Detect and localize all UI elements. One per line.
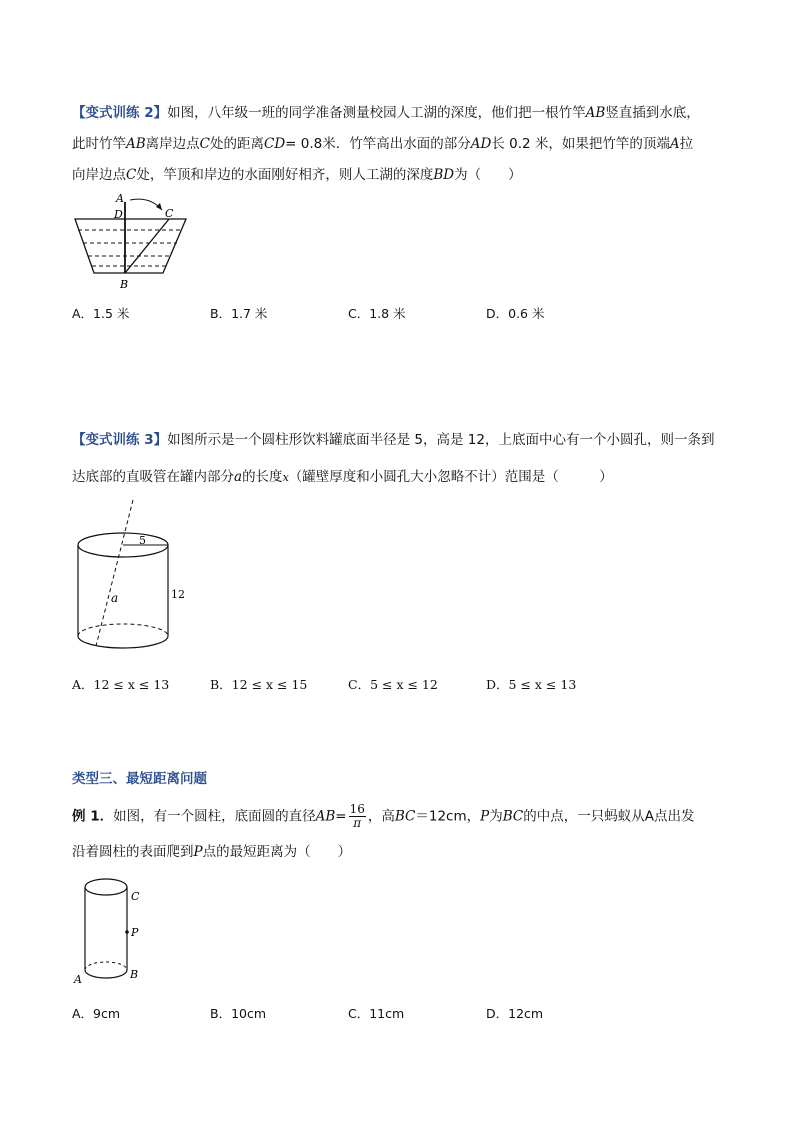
q1-option-c[interactable]: C．1.8 米	[348, 306, 406, 321]
q2-line2: 达底部的直吸管在罐内部分a的长度x（罐壁厚度和小圆孔大小忽略不计）范围是（ ）	[72, 469, 613, 485]
label-a: A	[74, 973, 82, 986]
label-a: A	[116, 192, 124, 205]
lake-outline	[75, 219, 186, 273]
cylinder-bottom-back	[85, 962, 127, 970]
q3-line1: 例 1．如图，有一个圆柱，底面圆的直径AB= $\frac{16}{\pi}$ ，高BC＝12cm，P为BC的中点，一只蚂蚁从A点出发	[72, 802, 695, 830]
section-heading: 类型三、最短距离问题	[72, 771, 207, 787]
label-height: 12	[171, 588, 185, 601]
q2-tag: 【变式训练 3】	[72, 432, 168, 448]
q1-option-d[interactable]: D．0.6 米	[486, 306, 545, 321]
arrow-head-icon	[156, 203, 162, 210]
label-d: D	[114, 208, 123, 221]
q2-line1: 【变式训练 3】如图所示是一个圆柱形饮料罐底面半径是 5，高是 12，上底面中心有一个小圆孔，则一条到	[72, 432, 715, 448]
label-c: C	[131, 890, 140, 903]
q3-line2: 沿着圆柱的表面爬到P点的最短距离为（ ）	[72, 844, 352, 860]
q1-line1: 【变式训练 2】如图，八年级一班的同学准备测量校园人工湖的深度，他们把一根竹竿AB竖直插到水底，	[72, 105, 700, 121]
q3-label: 例 1．	[72, 808, 114, 825]
point-p-dot	[125, 930, 129, 934]
cylinder-figure	[70, 872, 160, 990]
q1-option-a[interactable]: A．1.5 米	[72, 306, 130, 321]
q3-option-d[interactable]: D．12cm	[486, 1006, 544, 1021]
q2-option-c[interactable]: C．5 ≤ x ≤ 12	[348, 677, 438, 692]
can-bottom-front	[78, 636, 168, 648]
q3-option-c[interactable]: C．11cm	[348, 1006, 405, 1021]
lake-figure	[68, 190, 198, 292]
q3-option-a[interactable]: A．9cm	[72, 1006, 121, 1021]
fraction: $\frac{16}{\pi}$	[349, 802, 365, 830]
label-p: P	[131, 926, 139, 939]
q2-option-d[interactable]: D．5 ≤ x ≤ 13	[486, 677, 577, 692]
q1-line2: 此时竹竿AB离岸边点C处的距离CD= 0.8米．竹竿高出水面的部分AD长 0.2 米，如果把竹竿的顶端A拉	[72, 136, 694, 152]
q1-tag: 【变式训练 2】	[72, 105, 168, 121]
label-b: B	[120, 278, 129, 291]
q1-option-b[interactable]: B．1.7 米	[210, 306, 268, 321]
straw-line	[96, 500, 133, 646]
pole-bc	[125, 219, 169, 273]
q3-option-b[interactable]: B．10cm	[210, 1006, 267, 1021]
can-bottom-back	[78, 624, 168, 636]
label-radius: 5	[139, 534, 146, 547]
q1-line3: 向岸边点C处，竿顶和岸边的水面刚好相齐，则人工湖的深度BD为（ ）	[72, 167, 522, 183]
cylinder-top	[85, 879, 127, 895]
label-b: B	[130, 968, 139, 981]
rotate-arrow	[130, 199, 162, 210]
label-a-straw: a	[111, 591, 119, 605]
q2-option-a[interactable]: A．12 ≤ x ≤ 13	[72, 677, 170, 692]
can-figure	[70, 498, 200, 658]
q2-option-b[interactable]: B．12 ≤ x ≤ 15	[210, 677, 308, 692]
label-c: C	[165, 207, 174, 220]
cylinder-bottom-front	[85, 970, 127, 978]
